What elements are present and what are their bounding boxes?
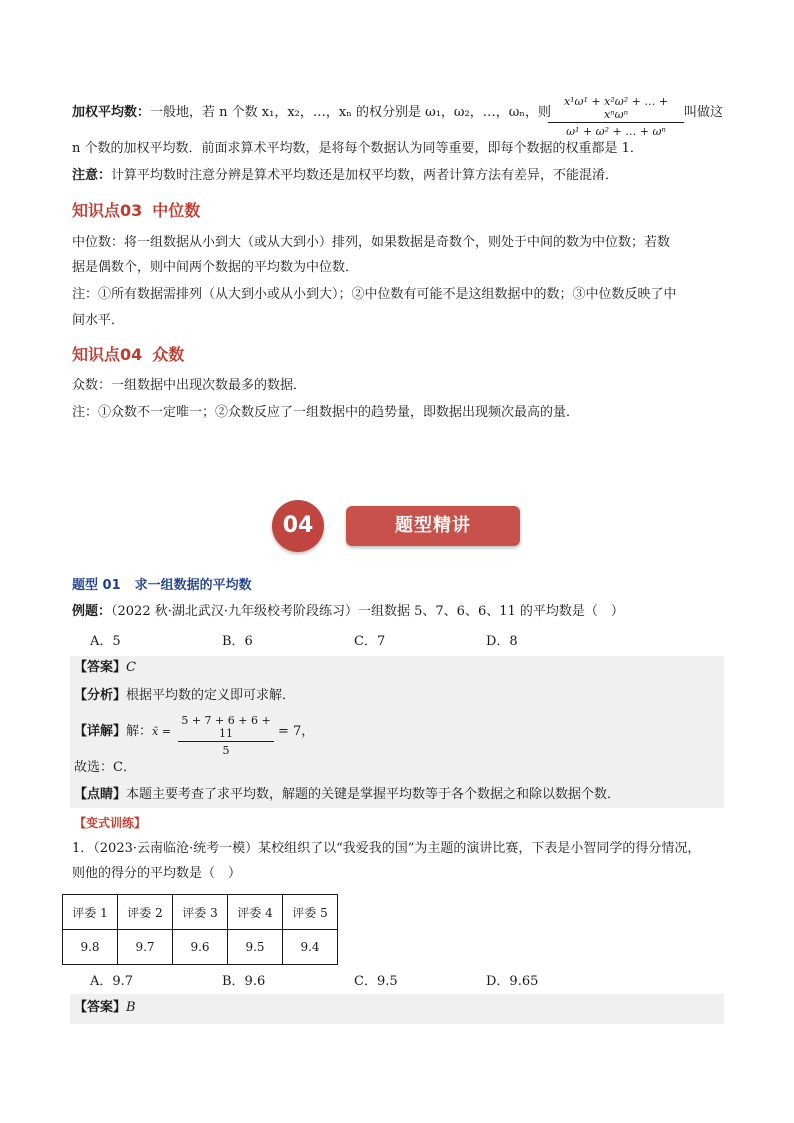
example-option-c: C．7: [354, 634, 386, 649]
weighted-text-b: 叫做这: [684, 105, 724, 120]
table-header-cell: 评委 5: [283, 895, 338, 930]
variant-option-c: C．9.5: [354, 974, 398, 989]
table-cell: 9.5: [228, 930, 283, 965]
section-title-bar: 题型精讲: [346, 506, 520, 546]
example-question: [72, 603, 624, 621]
table-row: [63, 930, 338, 965]
comment-text: 本题主要考查了求平均数，解题的关键是掌握平均数等于各个数据之和除以数据个数．: [126, 787, 621, 802]
solution-answer: [74, 659, 136, 677]
weighted-note: [72, 167, 618, 185]
weighted-def-line1: [72, 104, 551, 122]
type01-label: 题型 01: [72, 578, 121, 593]
kp04-note: 注：①众数不一定唯一；②众数反应了一组数据中的趋势量，即数据出现频次最高的量．: [72, 405, 580, 420]
analysis-text: 根据平均数的定义即可求解．: [126, 688, 296, 703]
table-header-cell: 评委 1: [63, 895, 118, 930]
table-header-row: [63, 895, 338, 930]
solution-choose: 故选：C．: [74, 760, 136, 775]
table-header-cell: 评委 4: [228, 895, 283, 930]
kp03-title: 中位数: [152, 201, 201, 220]
section-number-circle: 04: [272, 500, 324, 552]
detail-label: 【详解】: [74, 724, 127, 739]
kp04-title: 众数: [152, 345, 185, 364]
kp03-note-line2: 间水平．: [72, 313, 125, 328]
score-table: [62, 894, 338, 965]
weighted-term: 加权平均数：: [72, 105, 151, 120]
example-option-b: B．6: [222, 634, 253, 649]
variant-options: [90, 970, 618, 989]
section-badge: [272, 498, 524, 554]
answer-label: 【答案】: [74, 660, 127, 675]
variant-answer: [74, 999, 136, 1017]
mean-frac-den: 5: [222, 744, 230, 757]
variant-answer-value: B: [126, 1000, 136, 1015]
weighted-note-label: 注意：: [72, 168, 112, 183]
kp04-label: 知识点04: [72, 345, 143, 364]
example-text: （2022 秋·湖北武汉·九年级校考阶段练习）一组数据 5、7、6、6、11 的平均数是（ ）: [111, 604, 624, 619]
kp04-def: 众数：一组数据中出现次数最多的数据．: [72, 378, 307, 393]
analysis-label: 【分析】: [74, 688, 127, 703]
example-label: 例题：: [72, 604, 112, 619]
example-option-a: A．5: [90, 634, 121, 649]
comment-label: 【点睛】: [74, 787, 127, 802]
variant-option-d: D．9.65: [486, 974, 539, 989]
kp03-def-line1: 中位数：将一组数据从小到大（或从大到小）排列，如果数据是奇数个，则处于中间的数为中位数；若数: [72, 235, 671, 250]
example-options: [90, 630, 618, 649]
answer-value: C: [126, 660, 136, 675]
weighted-frac-den: ω¹ + ω² + … + ωⁿ: [566, 125, 666, 138]
variant-answer-label: 【答案】: [74, 1000, 127, 1015]
weighted-fraction: [548, 95, 684, 138]
table-cell: 9.6: [173, 930, 228, 965]
kp03-def-line2: 据是偶数个，则中间两个数据的平均数为中位数．: [72, 260, 359, 275]
weighted-note-text: 计算平均数时注意分辨是算术平均数还是加权平均数，两者计算方法有差异，不能混淆．: [111, 168, 619, 183]
variant-option-b: B．9.6: [222, 974, 266, 989]
solution-analysis: [74, 687, 295, 705]
kp03-label: 知识点03: [72, 201, 143, 220]
kp03-heading: [72, 198, 200, 221]
mean-result: = 7，: [278, 724, 315, 739]
xbar-symbol: x̄ =: [152, 725, 171, 738]
solution-detail: [74, 723, 171, 741]
variant-q1-line1: 1．（2023·云南临沧·统考一模）某校组织了以“我爱我的国”为主题的演讲比赛，下表是小智同学的得分情况，: [72, 841, 701, 856]
type01-title: 求一组数据的平均数: [134, 578, 252, 593]
kp03-note-line1: 注：①所有数据需排列（从大到小或从小到大）；②中位数有可能不是这组数据中的数；③中位数反映了中: [72, 287, 677, 302]
mean-frac-num: 5 + 7 + 6 + 6 + 11: [178, 714, 274, 742]
weighted-text-a: 一般地，若 n 个数 x₁，x₂，…，xₙ 的权分别是 ω₁，ω₂，…，ωₙ，则: [150, 105, 551, 120]
weighted-frac-num: x¹ω¹ + x²ω² + … + xⁿωⁿ: [548, 95, 684, 123]
kp04-heading: [72, 342, 184, 365]
variant-option-a: A．9.7: [90, 974, 134, 989]
variant-label: 【变式训练】: [74, 816, 147, 830]
mean-fraction: [178, 714, 274, 757]
solution-comment: [74, 786, 620, 804]
table-header-cell: 评委 2: [118, 895, 173, 930]
table-cell: 9.7: [118, 930, 173, 965]
variant-answer-block: [70, 994, 724, 1024]
table-cell: 9.4: [283, 930, 338, 965]
weighted-def-line2: n 个数的加权平均数．前面求算术平均数，是将每个数据认为同等重要，即每个数据的权重都是 1．: [72, 141, 643, 156]
table-header-cell: 评委 3: [173, 895, 228, 930]
table-cell: 9.8: [63, 930, 118, 965]
variant-q1-line2: 则他的得分的平均数是（ ）: [72, 866, 242, 881]
example-option-d: D．8: [486, 634, 518, 649]
type01-heading: [72, 574, 252, 593]
detail-prefix: 解：: [126, 724, 153, 739]
